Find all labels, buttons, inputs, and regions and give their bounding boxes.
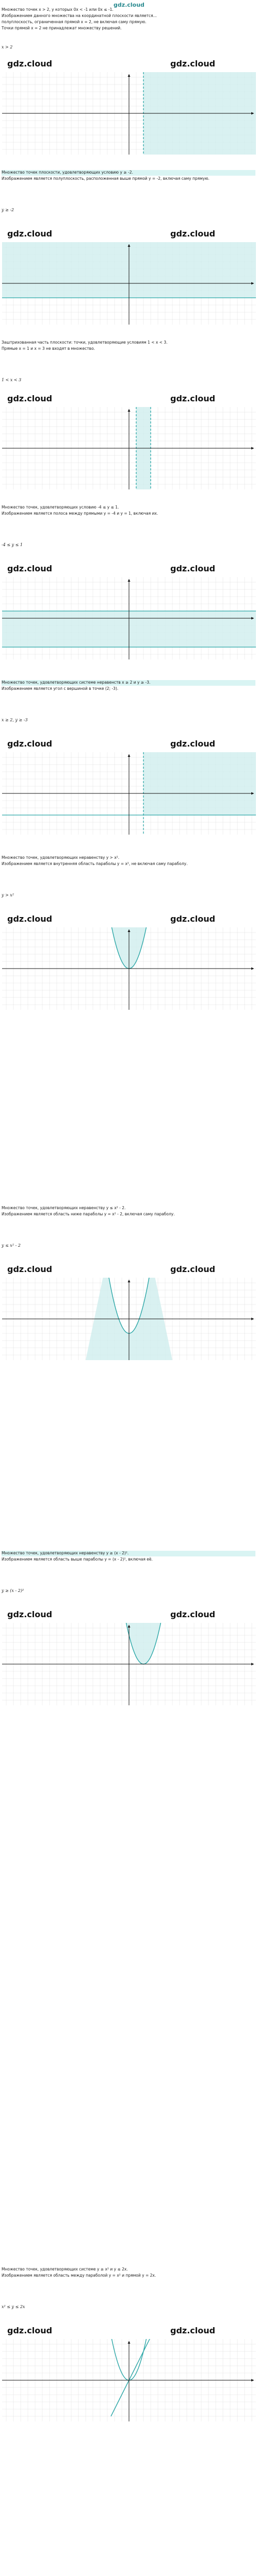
section-paragraph: Множество точек, удовлетворяющих неравенству y > x².	[2, 855, 120, 860]
section-answer: x² ≤ y ≤ 2x	[2, 2304, 25, 2309]
graph-5	[2, 752, 256, 835]
watermark: gdz.cloud	[170, 1264, 216, 1274]
section-paragraph: Множество точек, удовлетворяющих системе y ≥ x² и y ≤ 2x.	[2, 2267, 128, 2272]
section-text-9	[2, 2267, 255, 2279]
x-axis-arrow	[251, 968, 254, 970]
section-paragraph: полуплоскость, ограниченная прямой x = 2, не включая саму прямую.	[2, 19, 147, 24]
graph-8	[2, 1623, 256, 1705]
watermark: gdz.cloud	[170, 914, 216, 924]
section-paragraph: Множество точек, удовлетворяющих неравенству y ≥ (x - 2)².	[2, 1551, 255, 1556]
section-paragraph: Точки прямой x = 2 не принадлежат множеству решений.	[2, 25, 122, 30]
y-axis-arrow	[128, 754, 131, 757]
y-axis-arrow	[128, 2341, 131, 2344]
graph-2	[2, 242, 256, 325]
watermark: gdz.cloud	[170, 564, 216, 573]
graph-9	[2, 2339, 256, 2421]
section-answer: x > 2	[2, 45, 13, 49]
section-answer: -4 ≤ y ≤ 1	[2, 543, 23, 547]
watermark: gdz.cloud	[7, 1609, 53, 1619]
graph-7	[2, 1278, 256, 1360]
watermark: gdz.cloud	[170, 2326, 216, 2335]
section-paragraph: Изображением является полуплоскость, расположенная выше прямой y = -2, включая саму прямую.	[2, 176, 209, 181]
section-text-8	[2, 1551, 255, 1563]
section-text-6	[2, 855, 255, 868]
section-answer: y ≥ -2	[2, 208, 14, 212]
section-answer: y ≥ (x - 2)²	[2, 1588, 24, 1593]
watermark: gdz.cloud	[7, 1264, 53, 1274]
watermark: gdz.cloud	[7, 229, 53, 239]
section-paragraph: Заштрихованная часть плоскости: точки, удовлетворяющие условиям 1 < x < 3.	[2, 340, 168, 345]
section-paragraph: Множество точек, удовлетворяющих условию -4 ≤ y ≤ 1.	[2, 505, 119, 510]
section-paragraph: Множество точек, удовлетворяющих неравенству y ≤ x² - 2.	[2, 1206, 126, 1210]
watermark: gdz.cloud	[170, 1609, 216, 1619]
section-paragraph: Множество точек x > 2, у которых 0x < -1 или 0x ≤ -1.	[2, 7, 114, 12]
watermark: gdz.cloud	[170, 59, 216, 69]
section-paragraph: Изображением является область выше параболы y = (x - 2)², включая её.	[2, 1556, 153, 1562]
section-paragraph: Множество точек, удовлетворяющих системе неравенств x ≥ 2 и y ≥ -3.	[2, 680, 255, 686]
section-paragraph: Изображением является угол с вершиной в точке (2; -3).	[2, 686, 119, 691]
boundary-line	[111, 2339, 154, 2416]
y-axis-arrow	[128, 579, 131, 582]
graph-3	[2, 407, 256, 489]
section-paragraph: Изображением является область между параболой y = x² и прямой y = 2x.	[2, 2273, 156, 2278]
watermark: gdz.cloud	[7, 739, 53, 749]
section-paragraph: Изображением является область ниже параболы y = x² - 2, включая саму параболу.	[2, 1211, 175, 1216]
x-axis-arrow	[251, 447, 254, 450]
solution-region	[143, 752, 256, 815]
graph-4	[2, 577, 256, 659]
x-axis-arrow	[251, 2379, 254, 2382]
watermark: gdz.cloud	[7, 2326, 53, 2335]
watermark: gdz.cloud	[170, 739, 216, 749]
section-answer: 1 < x < 3	[2, 378, 22, 382]
section-paragraph: Изображением является внутренняя область параболы y = x², не включая саму параболу.	[2, 861, 188, 866]
section-text-3	[2, 340, 255, 352]
section-text-1	[2, 7, 255, 32]
section-text-5	[2, 680, 255, 692]
section-text-4	[2, 505, 255, 517]
x-axis-arrow	[251, 1663, 254, 1666]
graph-1	[2, 72, 256, 155]
y-axis-arrow	[128, 1280, 131, 1282]
section-paragraph: Прямые x = 1 и x = 3 не входят в множество.	[2, 346, 95, 351]
watermark: gdz.cloud	[170, 229, 216, 239]
section-paragraph: Изображением данного множества на координатной плоскости является...	[2, 13, 157, 18]
watermark: gdz.cloud	[7, 564, 53, 573]
section-answer: y > x²	[2, 893, 14, 897]
section-answer: y ≤ x² - 2	[2, 1243, 21, 1248]
watermark: gdz.cloud	[7, 914, 53, 924]
watermark: gdz.cloud	[7, 394, 53, 403]
section-paragraph: Изображением является полоса между прямыми y = -4 и y = 1, включая их.	[2, 511, 158, 516]
section-paragraph: Множество точек плоскости, удовлетворяющих условию y ≥ -2.	[2, 170, 255, 176]
x-axis-arrow	[251, 1318, 254, 1320]
graph-6	[2, 927, 256, 1010]
site-brand: gdz.cloud	[114, 2, 144, 8]
watermark: gdz.cloud	[170, 394, 216, 403]
section-text-7	[2, 1206, 255, 1218]
section-answer: x ≥ 2, y ≥ -3	[2, 718, 28, 722]
watermark: gdz.cloud	[7, 59, 53, 69]
y-axis-arrow	[128, 74, 131, 77]
section-text-2	[2, 170, 255, 182]
y-axis-arrow	[128, 409, 131, 412]
